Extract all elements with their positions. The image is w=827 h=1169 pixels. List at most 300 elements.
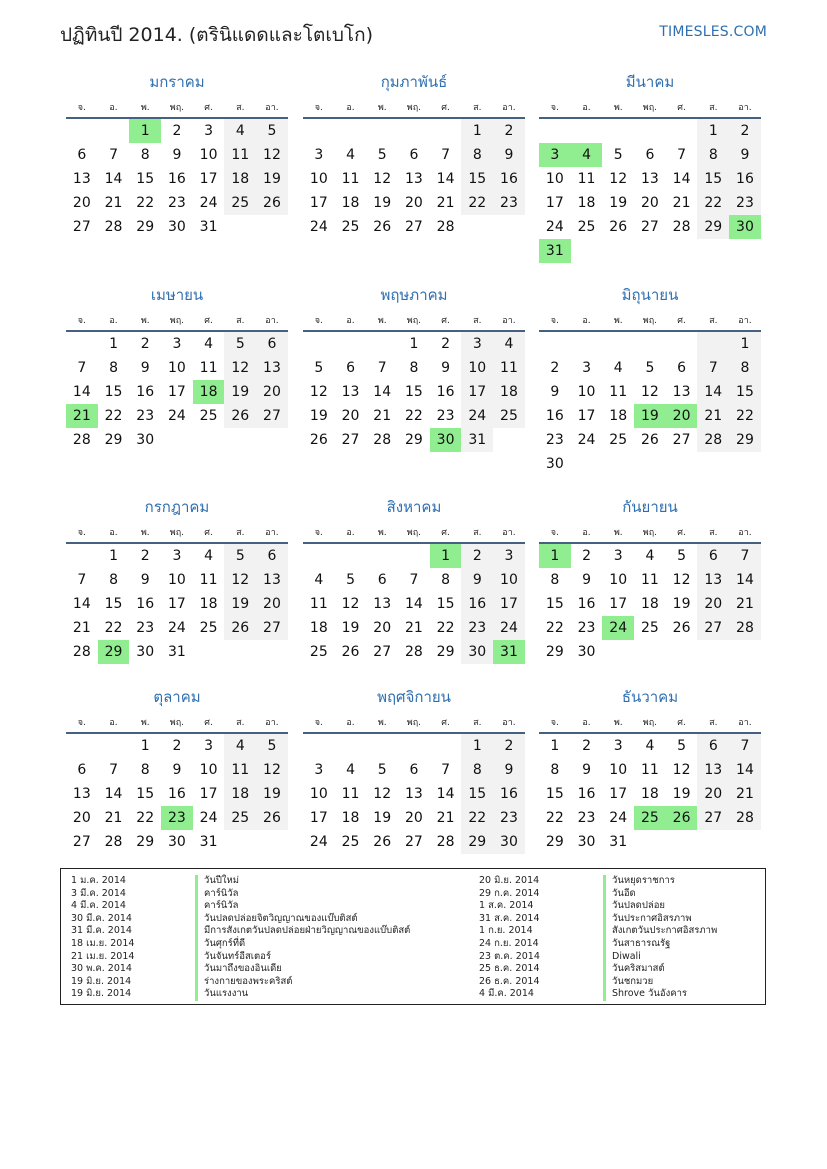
day-cell: 30 — [545, 456, 564, 472]
legend-row — [71, 913, 410, 926]
day-cell: 19 — [224, 380, 256, 404]
day-cell: 2 — [493, 734, 525, 758]
legend-row — [71, 925, 410, 938]
day-cell: 16 — [136, 596, 155, 612]
day-cell: 14 — [404, 596, 423, 612]
day-cell: 11 — [493, 356, 525, 380]
day-cell: 14 — [672, 171, 691, 187]
day-cell: 29 — [436, 644, 455, 660]
weekday-label: ศ. — [677, 718, 686, 728]
weekday-label: ศ. — [204, 718, 213, 728]
weekday-label: อ. — [582, 103, 591, 113]
day-cell: 8 — [550, 572, 560, 588]
day-cell: 8 — [109, 572, 118, 588]
day-grid — [66, 332, 288, 452]
day-cell: 12 — [224, 356, 256, 380]
day-cell: 28 — [404, 644, 423, 660]
day-grid — [303, 544, 525, 664]
legend-holiday-name: วันจันทร์อีสเตอร์ — [204, 950, 271, 962]
day-cell: 20 — [666, 404, 698, 428]
day-cell: 10 — [199, 147, 218, 163]
weekday-label: ส. — [709, 316, 718, 326]
day-cell: 28 — [104, 219, 123, 235]
day-cell: 12 — [341, 596, 360, 612]
empty-cell — [461, 215, 493, 239]
empty-cell — [66, 734, 98, 758]
day-cell: 28 — [436, 219, 455, 235]
month-5 — [303, 283, 525, 452]
day-cell: 10 — [545, 171, 564, 187]
day-cell: 27 — [373, 644, 392, 660]
legend-holiday-name: ร่างกายของพระคริสต์ — [204, 975, 293, 987]
day-cell: 23 — [577, 620, 596, 636]
empty-cell — [66, 119, 98, 143]
day-cell: 27 — [256, 404, 288, 428]
weekday-label: ศ. — [441, 316, 450, 326]
day-cell: 19 — [609, 195, 628, 211]
legend-holiday-name: วันแรงงาน — [204, 988, 249, 1000]
weekday-label: ส. — [473, 103, 482, 113]
day-cell: 25 — [199, 408, 218, 424]
legend-marker — [195, 900, 198, 913]
legend-holiday-name: วันปลดปล่อย — [612, 900, 665, 912]
weekday-label: จ. — [550, 718, 559, 728]
weekday-label: อา. — [265, 316, 279, 326]
day-cell: 31 — [199, 834, 218, 850]
day-cell: 17 — [199, 786, 218, 802]
day-cell: 28 — [373, 432, 392, 448]
month-1 — [66, 70, 288, 239]
day-cell: 25 — [224, 806, 256, 830]
day-cell: 24 — [545, 219, 564, 235]
day-cell: 6 — [346, 360, 355, 376]
day-cell: 23 — [729, 191, 761, 215]
empty-cell — [335, 119, 367, 143]
day-cell: 13 — [256, 356, 288, 380]
weekday-label: จ. — [77, 718, 86, 728]
legend-row — [479, 951, 717, 964]
legend-holiday-name: วันปีใหม่ — [204, 875, 240, 886]
day-cell: 19 — [256, 167, 288, 191]
day-cell: 15 — [697, 167, 729, 191]
brand-link[interactable]: TIMESLES.COM — [659, 24, 767, 40]
weekday-label: พฤ. — [169, 316, 185, 326]
weekday-label: ศ. — [441, 103, 450, 113]
day-cell: 19 — [309, 408, 328, 424]
month-11 — [303, 685, 525, 854]
day-cell: 11 — [640, 572, 659, 588]
empty-cell — [66, 544, 98, 568]
weekday-header — [66, 307, 288, 332]
day-cell: 1 — [550, 738, 560, 754]
weekday-label: ศ. — [677, 103, 686, 113]
day-cell: 15 — [104, 596, 123, 612]
legend-date: 20 มิ.ย. 2014 — [479, 875, 540, 886]
day-cell: 23 — [545, 432, 564, 448]
weekday-label: ส. — [236, 528, 245, 538]
legend-row — [479, 913, 717, 926]
legend-holiday-name: สังเกตวันประกาศอิสรภาพ — [612, 925, 718, 937]
empty-cell — [335, 332, 367, 356]
day-cell: 5 — [256, 119, 288, 143]
day-cell: 7 — [677, 147, 687, 163]
day-cell: 29 — [545, 834, 564, 850]
weekday-label: ส. — [709, 528, 718, 538]
day-cell: 8 — [140, 762, 150, 778]
day-cell: 8 — [729, 356, 761, 380]
day-cell: 14 — [697, 380, 729, 404]
day-cell: 13 — [697, 568, 729, 592]
day-cell: 25 — [609, 432, 628, 448]
day-cell: 8 — [550, 762, 560, 778]
day-cell: 23 — [136, 408, 155, 424]
empty-cell — [697, 640, 729, 664]
day-cell: 24 — [493, 616, 525, 640]
day-cell: 25 — [341, 219, 360, 235]
day-cell: 25 — [634, 806, 666, 830]
day-cell: 20 — [373, 620, 392, 636]
day-cell: 12 — [256, 758, 288, 782]
day-cell: 20 — [72, 810, 91, 826]
day-cell: 23 — [161, 806, 193, 830]
day-cell: 23 — [436, 408, 455, 424]
month-4 — [66, 283, 288, 452]
weekday-label: จ. — [314, 718, 323, 728]
day-cell: 10 — [199, 762, 218, 778]
day-cell: 10 — [609, 572, 628, 588]
day-cell: 17 — [309, 810, 328, 826]
day-cell: 27 — [256, 616, 288, 640]
month-name: เมษายน — [150, 286, 204, 304]
day-cell: 6 — [677, 360, 687, 376]
day-cell: 1 — [140, 738, 150, 754]
legend-marker — [603, 951, 606, 964]
day-cell: 28 — [697, 428, 729, 452]
empty-cell — [666, 332, 698, 356]
empty-cell — [430, 734, 462, 758]
day-cell: 13 — [373, 596, 392, 612]
weekday-label: พฤ. — [642, 528, 658, 538]
day-cell: 15 — [136, 171, 155, 187]
day-cell: 31 — [539, 239, 571, 263]
day-cell: 11 — [199, 572, 218, 588]
empty-cell — [366, 544, 398, 568]
legend-row — [71, 963, 410, 976]
day-cell: 20 — [256, 592, 288, 616]
legend-date: 21 เม.ย. 2014 — [71, 950, 135, 962]
day-cell: 4 — [224, 734, 256, 758]
day-cell: 5 — [613, 147, 623, 163]
day-cell: 21 — [66, 404, 98, 428]
day-cell: 30 — [167, 219, 186, 235]
weekday-label: พฤ. — [642, 103, 658, 113]
weekday-label: ส. — [709, 718, 718, 728]
day-cell: 3 — [493, 544, 525, 568]
day-cell: 16 — [436, 384, 455, 400]
day-cell: 19 — [224, 592, 256, 616]
day-cell: 19 — [373, 195, 392, 211]
day-cell: 26 — [256, 191, 288, 215]
empty-cell — [398, 544, 430, 568]
day-cell: 3 — [613, 738, 623, 754]
day-cell: 28 — [729, 806, 761, 830]
weekday-label: จ. — [550, 103, 559, 113]
month-name: พฤษภาคม — [380, 286, 448, 304]
day-cell: 18 — [640, 786, 659, 802]
weekday-label: อา. — [738, 316, 752, 326]
day-cell: 1 — [461, 734, 493, 758]
empty-cell — [256, 640, 288, 664]
day-cell: 22 — [729, 404, 761, 428]
day-grid — [303, 332, 525, 452]
day-cell: 6 — [645, 147, 655, 163]
day-cell: 10 — [167, 572, 186, 588]
day-cell: 10 — [577, 384, 596, 400]
day-cell: 26 — [672, 620, 691, 636]
day-cell: 4 — [493, 332, 525, 356]
day-cell: 3 — [582, 360, 591, 376]
day-cell: 4 — [613, 360, 623, 376]
day-cell: 24 — [609, 810, 628, 826]
legend-row — [71, 976, 410, 989]
weekday-label: พฤ. — [406, 316, 422, 326]
legend-marker — [195, 976, 198, 989]
day-cell: 24 — [199, 195, 218, 211]
legend-holiday-name: วันศุกร์ที่ดี — [204, 937, 246, 949]
weekday-label: อ. — [109, 528, 118, 538]
day-cell: 27 — [72, 219, 91, 235]
day-cell: 22 — [104, 620, 123, 636]
day-cell: 12 — [309, 384, 328, 400]
day-cell: 10 — [167, 360, 186, 376]
day-cell: 7 — [109, 762, 118, 778]
month-name: พฤศจิกายน — [377, 688, 451, 706]
day-cell: 6 — [377, 572, 387, 588]
day-cell: 22 — [461, 806, 493, 830]
legend-marker — [195, 951, 198, 964]
day-cell: 18 — [640, 596, 659, 612]
day-cell: 15 — [729, 380, 761, 404]
day-cell: 1 — [729, 332, 761, 356]
empty-cell — [697, 239, 729, 263]
day-cell: 26 — [666, 806, 698, 830]
day-cell: 28 — [729, 616, 761, 640]
weekday-label: พ. — [613, 103, 623, 113]
legend-date: 30 มี.ค. 2014 — [71, 912, 132, 924]
day-cell: 19 — [672, 596, 691, 612]
empty-cell — [666, 239, 698, 263]
weekday-label: อา. — [265, 718, 279, 728]
legend-date: 1 ก.ย. 2014 — [479, 925, 533, 937]
weekday-label: ส. — [236, 718, 245, 728]
day-cell: 5 — [677, 548, 687, 564]
weekday-label: อา. — [265, 103, 279, 113]
day-cell: 13 — [72, 171, 91, 187]
empty-cell — [571, 452, 603, 476]
day-cell: 7 — [441, 147, 451, 163]
day-cell: 18 — [199, 596, 218, 612]
empty-cell — [634, 239, 666, 263]
day-cell: 5 — [377, 147, 387, 163]
empty-cell — [602, 119, 634, 143]
day-cell: 30 — [430, 428, 462, 452]
empty-cell — [303, 332, 335, 356]
empty-cell — [303, 544, 335, 568]
day-cell: 11 — [224, 758, 256, 782]
day-cell: 8 — [441, 572, 451, 588]
legend-date: 18 เม.ย. 2014 — [71, 937, 135, 949]
weekday-label: พฤ. — [406, 103, 422, 113]
day-cell: 20 — [640, 195, 659, 211]
day-cell: 19 — [341, 620, 360, 636]
weekday-label: อา. — [502, 103, 516, 113]
weekday-label: ศ. — [677, 316, 686, 326]
legend-row — [479, 925, 717, 938]
day-cell: 12 — [672, 762, 691, 778]
day-cell: 8 — [140, 147, 150, 163]
weekday-label: จ. — [314, 316, 323, 326]
day-cell: 19 — [634, 404, 666, 428]
empty-cell — [729, 640, 761, 664]
empty-cell — [634, 332, 666, 356]
weekday-label: พ. — [140, 316, 150, 326]
day-cell: 10 — [493, 568, 525, 592]
day-cell: 4 — [224, 119, 256, 143]
day-cell: 6 — [77, 762, 87, 778]
weekday-header — [303, 94, 525, 119]
day-cell: 5 — [677, 738, 687, 754]
day-cell: 12 — [224, 568, 256, 592]
day-cell: 25 — [309, 644, 328, 660]
weekday-label: อา. — [502, 718, 516, 728]
day-cell: 15 — [461, 782, 493, 806]
empty-cell — [303, 119, 335, 143]
day-cell: 24 — [199, 810, 218, 826]
day-cell: 11 — [199, 360, 218, 376]
empty-cell — [729, 452, 761, 476]
empty-cell — [430, 119, 462, 143]
empty-cell — [66, 332, 98, 356]
legend-row — [479, 938, 717, 951]
empty-cell — [161, 428, 193, 452]
month-name: กรกฎาคม — [144, 498, 210, 516]
weekday-label: พฤ. — [169, 718, 185, 728]
month-2 — [303, 70, 525, 239]
weekday-label: ส. — [236, 103, 245, 113]
day-cell: 11 — [609, 384, 628, 400]
month-name: กันยายน — [622, 498, 678, 516]
weekday-label: อ. — [346, 103, 355, 113]
weekday-header — [303, 307, 525, 332]
day-cell: 9 — [140, 572, 150, 588]
day-cell: 26 — [609, 219, 628, 235]
weekday-header — [539, 307, 761, 332]
day-grid — [66, 544, 288, 664]
day-cell: 2 — [441, 336, 451, 352]
legend-marker — [603, 913, 606, 926]
day-cell: 7 — [441, 762, 451, 778]
day-cell: 2 — [172, 123, 182, 139]
day-cell: 3 — [204, 123, 214, 139]
day-cell: 8 — [461, 758, 493, 782]
day-cell: 29 — [104, 432, 123, 448]
legend-row — [71, 938, 410, 951]
legend-row — [71, 900, 410, 913]
legend-date: 19 มิ.ย. 2014 — [71, 975, 132, 987]
weekday-label: พ. — [140, 103, 150, 113]
empty-cell — [224, 215, 256, 239]
day-cell: 15 — [404, 384, 423, 400]
legend-holiday-name: วันหยุดราชการ — [612, 875, 675, 886]
empty-cell — [398, 119, 430, 143]
day-cell: 23 — [577, 810, 596, 826]
day-cell: 12 — [373, 171, 392, 187]
weekday-label: พฤ. — [169, 103, 185, 113]
day-cell: 22 — [545, 620, 564, 636]
day-cell: 17 — [609, 786, 628, 802]
day-cell: 11 — [224, 143, 256, 167]
day-cell: 31 — [461, 428, 493, 452]
month-7 — [66, 495, 288, 664]
day-cell: 9 — [582, 572, 591, 588]
empty-cell — [224, 640, 256, 664]
day-cell: 26 — [640, 432, 659, 448]
day-cell: 19 — [672, 786, 691, 802]
day-cell: 14 — [72, 596, 91, 612]
day-cell: 29 — [404, 432, 423, 448]
weekday-label: อ. — [346, 316, 355, 326]
day-cell: 8 — [409, 360, 419, 376]
day-grid — [303, 119, 525, 239]
weekday-label: อ. — [582, 316, 591, 326]
legend-row — [479, 875, 717, 888]
day-cell: 20 — [697, 782, 729, 806]
day-cell: 10 — [609, 762, 628, 778]
day-cell: 23 — [167, 195, 186, 211]
day-cell: 6 — [697, 734, 729, 758]
day-cell: 28 — [72, 432, 91, 448]
empty-cell — [398, 734, 430, 758]
day-cell: 21 — [729, 782, 761, 806]
day-cell: 21 — [104, 195, 123, 211]
legend-row — [71, 988, 410, 1001]
day-cell: 15 — [136, 786, 155, 802]
empty-cell — [366, 734, 398, 758]
day-cell: 15 — [461, 167, 493, 191]
weekday-label: จ. — [550, 528, 559, 538]
day-cell: 21 — [104, 810, 123, 826]
weekday-label: จ. — [314, 103, 323, 113]
weekday-label: ศ. — [204, 316, 213, 326]
day-cell: 29 — [136, 219, 155, 235]
empty-cell — [193, 640, 225, 664]
day-cell: 8 — [109, 360, 118, 376]
empty-cell — [193, 428, 225, 452]
day-cell: 9 — [172, 762, 182, 778]
weekday-label: จ. — [77, 103, 86, 113]
weekday-header — [539, 94, 761, 119]
weekday-header — [303, 709, 525, 734]
weekday-label: พ. — [613, 718, 623, 728]
day-cell: 15 — [436, 596, 455, 612]
weekday-label: ส. — [709, 103, 718, 113]
legend-date: 4 มี.ค. 2014 — [71, 900, 126, 912]
weekday-label: อา. — [738, 528, 752, 538]
day-cell: 25 — [199, 620, 218, 636]
day-cell: 24 — [167, 408, 186, 424]
day-cell: 14 — [373, 384, 392, 400]
legend-date: 23 ต.ค. 2014 — [479, 950, 540, 962]
